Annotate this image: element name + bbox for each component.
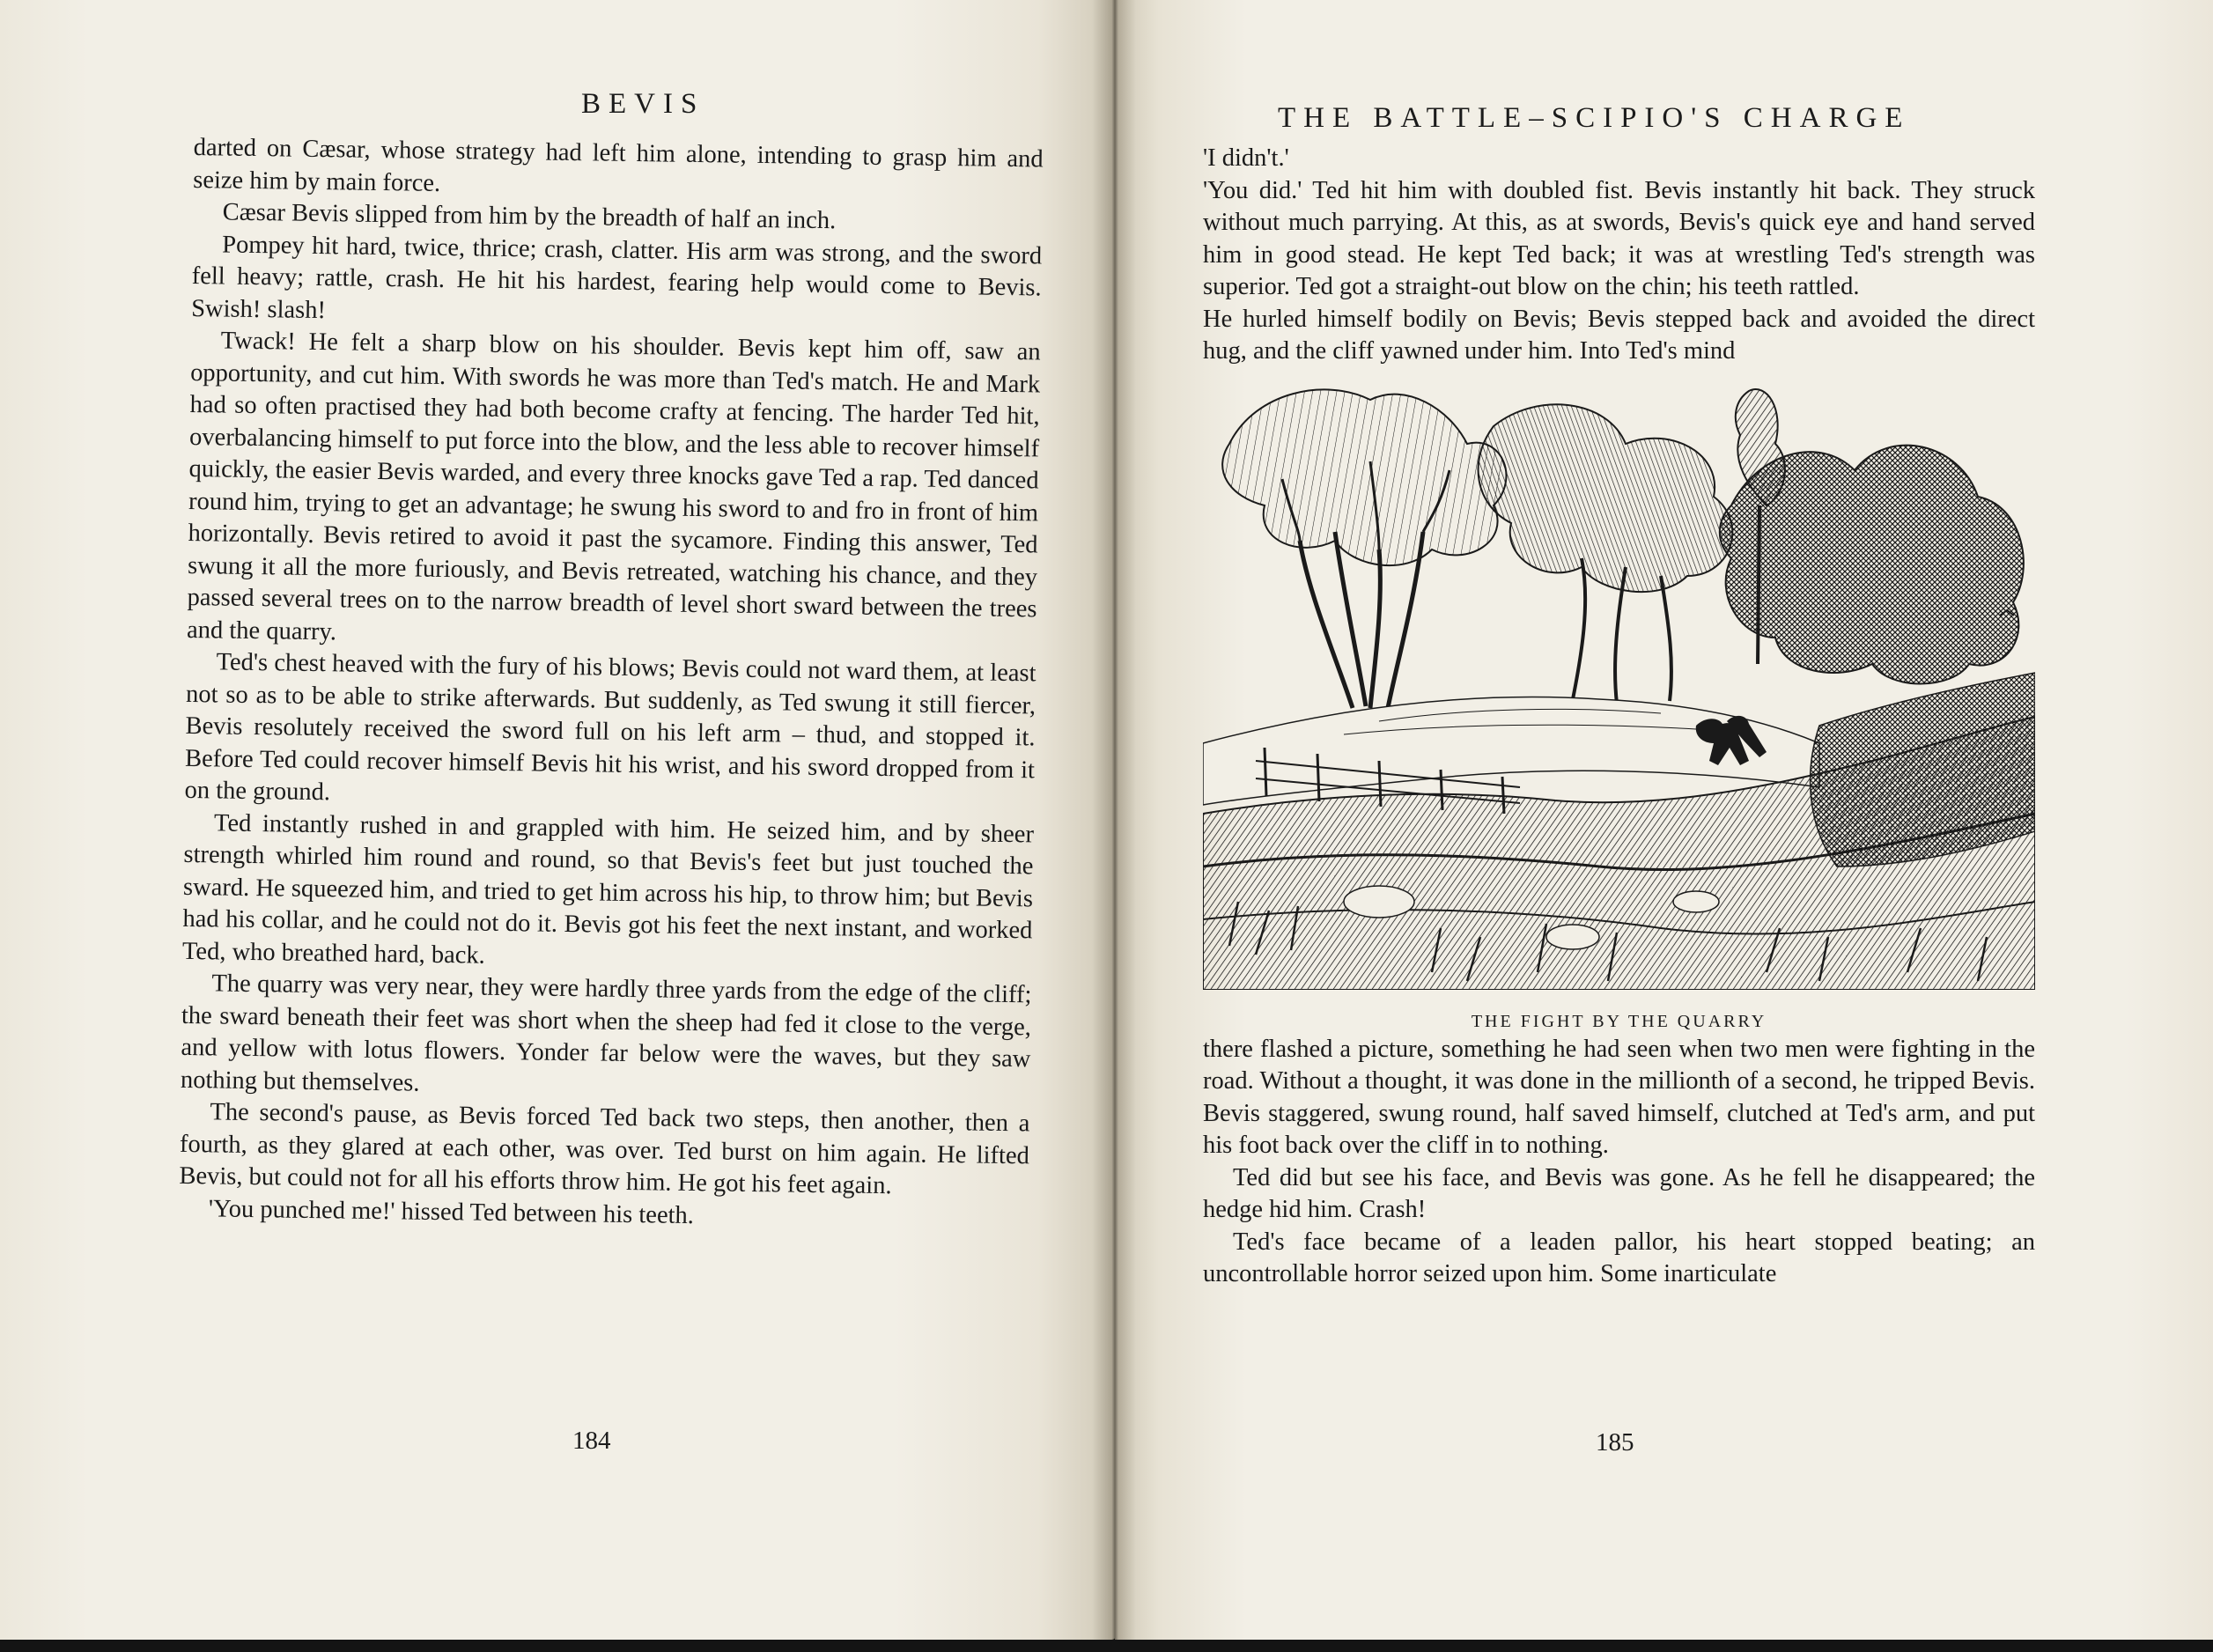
paragraph: He hurled himself bodily on Bevis; Bevis stepped back and avoided the direct hug, and the cliff yawned under him. Into Ted's mind	[1203, 305, 2035, 365]
paragraph: 'I didn't.'	[1203, 144, 1289, 172]
paragraph: 'You did.' Ted hit him with doubled fist. Bevis instantly hit back. They struck without much parrying. At this, as at swords, Bevis's quick eye and hand served him in good stead. He kept Ted back; it was at wrestling Ted's strength was superior. Ted got a straight-out blow on the chin; his teeth rattled.	[1203, 176, 2035, 300]
right-text-block	[1203, 143, 2035, 1291]
illustration-fight-by-quarry	[1203, 373, 2035, 1031]
paragraph: The second's pause, as Bevis forced Ted back two steps, then another, then a fourth, as they glared at each other, was over. Ted burst on him again. He lifted Bevis, but could not for all his efforts throw him. He got his feet again.	[179, 1098, 1030, 1200]
running-head-right: THE BATTLE–SCIPIO'S CHARGE	[1278, 102, 1911, 134]
figure-caption: THE FIGHT BY THE QUARRY	[1471, 1011, 1767, 1031]
book-gutter	[1092, 0, 1136, 1640]
paragraph: there flashed a picture, something he had seen when two men were fighting in the road. Without a thought, it was done in the millionth of a second, he tripped Bevis. Bevis staggered, swung round, half saved himself, clutched at Ted's arm, and put his foot back over the cliff in to nothing.	[1203, 1035, 2035, 1159]
paragraph: The quarry was very near, they were hardly three yards from the edge of the cliff; the sward beneath their feet was short when the sheep had fed it close to the verge, and yellow with lotus flowers. Yonder far below were the waves, but they saw nothing but themselves.	[180, 970, 1032, 1097]
paragraph: Ted did but see his face, and Bevis was gone. As he fell he disappeared; the hedge hid him. Crash!	[1203, 1163, 2035, 1223]
paragraph: Ted instantly rushed in and grappled with him. He seized him, and by sheer strength whirled him round and round, so that Bevis's feet but just touched the sward. He squeezed him, and tried to get him across his hip, to throw him; but Bevis had his collar, and he could not do it. Bevis got his feet the next instant, and worked Ted, who breathed hard, back.	[181, 808, 1035, 970]
paragraph: darted on Cæsar, whose strategy had left him alone, intending to grasp him and seize him by main force.	[193, 133, 1044, 197]
page-number-left: 184	[572, 1427, 611, 1455]
running-head-left: BEVIS	[581, 88, 705, 120]
page-number-right: 185	[1596, 1428, 1634, 1457]
paragraph: Ted's chest heaved with the fury of his blows; Bevis could not ward them, at least not so as to be able to strike afterwards. But suddenly, as Ted swung it still fiercer, Bevis resolutely received the sword full on his left arm – thud, and stopped it. Before Ted could recover himself Bevis hit his wrist, and his sword dropped from it on the ground.	[184, 648, 1036, 807]
paragraph: Twack! He felt a sharp blow on his shoulder. Bevis kept him off, saw an opportunity, and cut him. With swords he was more than Ted's match. He and Mark had so often practised they had both become crafty at fencing. The harder Ted hit, overbalancing himself to put force into the blow, and the less able to recover himself quickly, the easier Bevis warded, and every three knocks gave Ted a rap. Ted danced round him, trying to get an advantage; he swung his sword to and fro in front of him horizontally. Bevis retired to avoid it past the sycamore. Finding this answer, Ted swung it all the more furiously, and Bevis retreated, watching his chance, and they passed several trees on to the narrow breadth of level short sward between the trees and the quarry.	[186, 327, 1041, 645]
right-page	[1115, 0, 2213, 1640]
left-text-block	[179, 132, 1044, 1236]
paragraph: Pompey hit hard, twice, thrice; crash, clatter. His arm was strong, and the sword fell heavy; rattle, crash. He hit his hardest, fearing help would come to Bevis. Swish! slash!	[190, 230, 1043, 324]
paragraph: 'You punched me!' hissed Ted between his teeth.	[208, 1194, 695, 1229]
paragraph: Cæsar Bevis slipped from him by the breadth of half an inch.	[222, 198, 837, 235]
paragraph: Ted's face became of a leaden pallor, his heart stopped beating; an uncontrollable horror seized upon him. Some inarticulate	[1203, 1228, 2035, 1287]
engraving-illustration	[1203, 373, 2035, 990]
